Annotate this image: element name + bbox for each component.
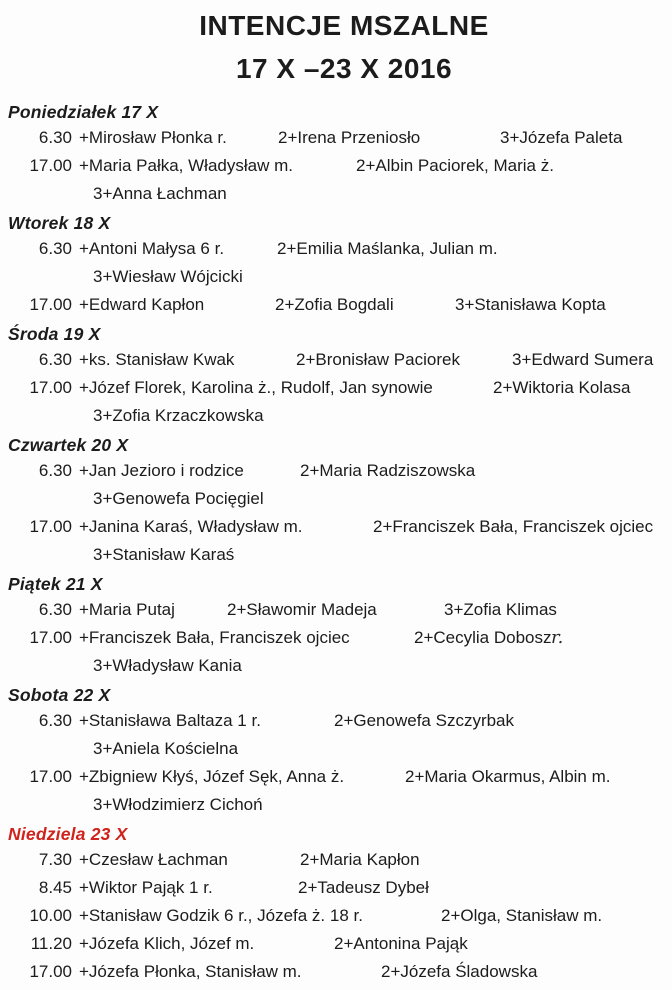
intention-entry: 3+Włodzimierz Cichoń [93,795,263,814]
intention-line [0,513,672,541]
intention-entry: +Józef Florek, Karolina ż., Rudolf, Jan synowie [79,378,433,397]
intention-line [0,374,672,402]
intention-line [0,846,672,874]
intention-line [0,930,672,958]
day-heading: Wtorek 18 X [8,213,111,233]
intention-entry: +Mirosław Płonka r. [79,128,227,147]
intention-entry: 2+Bronisław Paciorek [296,350,460,369]
day-block [0,683,672,819]
intention-entry: 3+Władysław Kania [93,656,242,675]
mass-time: 17.00 [29,378,72,397]
day-heading: Piątek 21 X [8,574,103,594]
mass-time: 17.00 [29,962,72,981]
mass-time: 10.00 [29,906,72,925]
mass-time: 8.45 [38,878,72,897]
intention-entry: 2+Genowefa Szczyrbak [334,711,515,730]
intention-entry: 3+Zofia Krzaczkowska [93,406,264,425]
intention-line [0,152,672,180]
intention-entry: 3+Wiesław Wójcicki [93,267,243,286]
mass-time: 6.30 [38,711,72,730]
intention-line [0,958,672,986]
intention-entry: 3+Stanisława Kopta [455,295,606,314]
intention-entry: 2+Antonina Pająk [334,934,468,953]
intention-entry: 3+Anna Łachman [93,184,227,203]
intention-entry: +Antoni Małysa 6 r. [79,239,225,258]
intention-line [0,541,672,569]
intention-entry: +Stanisław Godzik 6 r., Józefa ż. 18 r. [79,906,363,925]
intention-entry: +Józefa Klich, Józef m. [79,934,255,953]
mass-time: 6.30 [38,461,72,480]
intention-line [0,902,672,930]
intention-line [0,735,672,763]
intention-entry: +Czesław Łachman [79,850,228,869]
intention-line [0,763,672,791]
intention-entry: +Franciszek Bała, Franciszek ojciec [79,628,350,647]
intention-entry: 2+Albin Paciorek, Maria ż. [356,156,554,175]
intention-entry: +Zbigniew Kłyś, Józef Sęk, Anna ż. [79,767,345,786]
intention-line [0,707,672,735]
intention-line [0,652,672,680]
mass-time: 6.30 [38,350,72,369]
day-heading: Sobota 22 X [8,685,111,705]
intention-line [0,457,672,485]
intention-line [0,346,672,374]
intention-entry: 2+Zofia Bogdali [275,295,394,314]
mass-time: 11.20 [30,934,72,953]
intention-line [0,624,672,652]
intention-entry: +Maria Pałka, Władysław m. [79,156,293,175]
intention-line [0,291,672,319]
intention-entry: +Edward Kapłon [79,295,205,314]
handwritten-note: r. [551,627,564,648]
mass-time: 17.00 [29,767,72,786]
mass-time: 17.00 [29,517,72,536]
intention-entry: 3+Zofia Klimas [444,600,557,619]
intention-entry: 2+Franciszek Bała, Franciszek ojciec [373,517,654,536]
intention-line [0,485,672,513]
intention-entry: +Jan Jezioro i rodzice [79,461,244,480]
intention-entry: 2+Sławomir Madeja [227,600,377,619]
day-heading: Niedziela 23 X [8,824,128,844]
intention-line [0,263,672,291]
day-heading: Czwartek 20 X [8,435,129,455]
intention-entry: +ks. Stanisław Kwak [79,350,235,369]
mass-intentions-schedule [0,100,672,986]
mass-time: 7.30 [38,850,72,869]
intention-line [0,596,672,624]
intention-entry: 2+Irena Przeniosło [278,128,421,147]
intention-entry: 3+Edward Sumera [512,350,654,369]
intention-entry: +Stanisława Baltaza 1 r. [79,711,261,730]
document-date-range: 17 X –23 X 2016 [235,53,453,84]
intention-entry: 3+Aniela Kościelna [93,739,239,758]
intention-entry: +Maria Putaj [79,600,175,619]
mass-time: 6.30 [38,239,72,258]
intention-entry: +Janina Karaś, Władysław m. [79,517,303,536]
day-block [0,322,672,430]
intention-entry: 2+Cecylia Dobosz [414,628,552,647]
intention-entry: 2+Wiktoria Kolasa [493,378,631,397]
day-block [0,100,672,208]
mass-time: 17.00 [29,295,72,314]
intention-entry: 3+Genowefa Pocięgiel [93,489,264,508]
day-heading: Środa 19 X [8,324,101,344]
intention-line [0,235,672,263]
intention-entry: 3+Stanisław Karaś [93,545,235,564]
intention-line [0,874,672,902]
intention-line [0,791,672,819]
intention-entry: 3+Józefa Paleta [500,128,623,147]
day-block [0,211,672,319]
intention-entry: 2+Maria Okarmus, Albin m. [405,767,611,786]
intention-entry: 2+Olga, Stanisław m. [441,906,603,925]
intention-line [0,124,672,152]
document-title: INTENCJE MSZALNE [199,10,489,41]
mass-time: 6.30 [38,600,72,619]
intention-entry: 2+Józefa Śladowska [381,962,538,981]
mass-time: 17.00 [29,156,72,175]
day-block [0,433,672,569]
day-block [0,822,672,986]
intention-entry: 2+Tadeusz Dybeł [298,878,429,897]
intention-line [0,180,672,208]
day-heading: Poniedziałek 17 X [8,102,159,122]
intention-entry: 2+Maria Radziszowska [300,461,476,480]
intention-entry: 2+Emilia Maślanka, Julian m. [277,239,498,258]
intention-entry: 2+Maria Kapłon [300,850,420,869]
intention-entry: +Józefa Płonka, Stanisław m. [79,962,302,981]
mass-time: 6.30 [38,128,72,147]
document-header [0,0,672,86]
intention-line [0,402,672,430]
mass-time: 17.00 [29,628,72,647]
day-block [0,572,672,680]
intention-entry: +Wiktor Pająk 1 r. [79,878,213,897]
